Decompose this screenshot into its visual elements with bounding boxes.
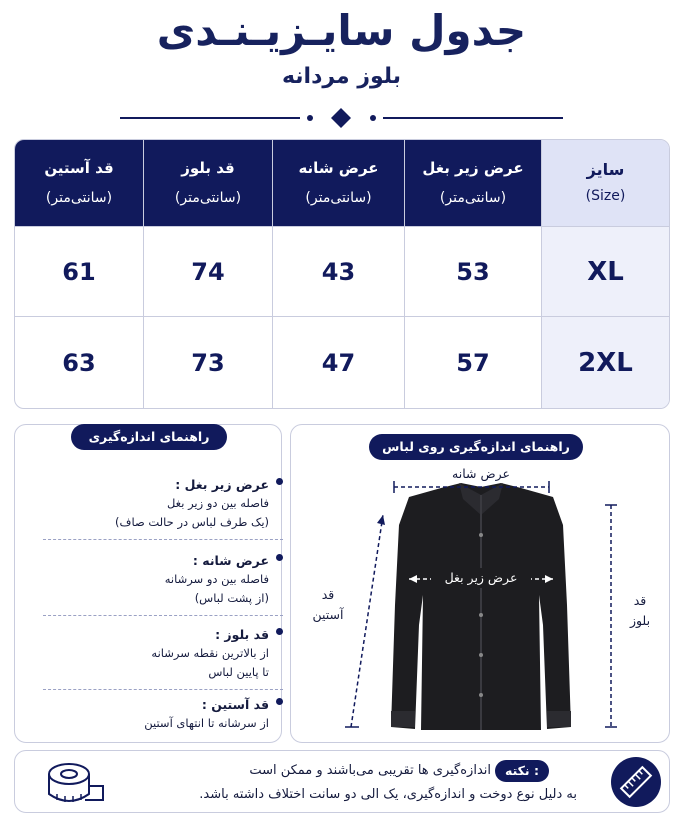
size-label: XL <box>542 227 669 317</box>
armpit-width-label: عرض زیر بغل <box>431 568 531 588</box>
shirt-length-label: قد بلوز <box>617 591 663 631</box>
bullet-icon <box>276 554 283 561</box>
header-size: سایز (Size) <box>542 140 669 227</box>
measurement-guide-panel <box>14 424 282 743</box>
bullet-icon <box>276 698 283 705</box>
size-table <box>14 139 670 409</box>
diagram-title: راهنمای اندازه‌گیری روی لباس <box>369 434 583 460</box>
table-cell: 63 <box>15 317 144 408</box>
header-sleeve: قد آستین (سانتی‌متر) <box>15 140 144 227</box>
table-cell: 53 <box>405 227 542 317</box>
guide-item-armpit: عرض زیر بغل : فاصله بین دو زیر بغل (یک طرف لباس در حالت صاف) <box>19 475 269 532</box>
ornament-divider <box>120 108 563 128</box>
note-box <box>14 750 670 813</box>
divider <box>43 539 283 540</box>
bullet-icon <box>276 478 283 485</box>
guide-item-shoulder: عرض شانه : فاصله بین دو سرشانه (از پشت لباس) <box>19 551 269 608</box>
measuring-tape-icon <box>45 756 105 808</box>
guide-item-sleeve: قد آستین : از سرشانه تا انتهای آستین <box>19 695 269 733</box>
table-cell: 43 <box>273 227 405 317</box>
header-armpit: عرض زیر بغل (سانتی‌متر) <box>405 140 542 227</box>
page-title: جدول سایـزیـنـدی <box>156 6 527 55</box>
header-length: قد بلوز (سانتی‌متر) <box>144 140 273 227</box>
guide-item-length: قد بلوز : از بالاترین نقطه سرشانه تا پایین لباس <box>19 625 269 682</box>
size-label: 2XL <box>542 317 669 408</box>
note-line-2: به دلیل نوع دوخت و اندازه‌گیری، یک الی دو سانت اختلاف داشته باشد. <box>199 787 577 802</box>
shoulder-width-label: عرض شانه <box>452 466 510 481</box>
divider <box>43 689 283 690</box>
guide-title: راهنمای اندازه‌گیری <box>71 424 227 450</box>
note-tag: نکته : <box>495 760 549 782</box>
ruler-icon <box>611 757 661 807</box>
table-cell: 47 <box>273 317 405 408</box>
sleeve-length-label: قد آستین <box>312 587 344 622</box>
shirt-diagram-panel <box>290 424 670 743</box>
bullet-icon <box>276 628 283 635</box>
table-cell: 74 <box>144 227 273 317</box>
table-cell: 73 <box>144 317 273 408</box>
table-cell: 57 <box>405 317 542 408</box>
divider <box>43 615 283 616</box>
table-cell: 61 <box>15 227 144 317</box>
header-shoulder: عرض شانه (سانتی‌متر) <box>273 140 405 227</box>
note-line-1: اندازه‌گیری ها تقریبی می‌باشند و ممکن است <box>249 763 491 778</box>
page-subtitle: بلوز مردانه <box>281 64 402 89</box>
